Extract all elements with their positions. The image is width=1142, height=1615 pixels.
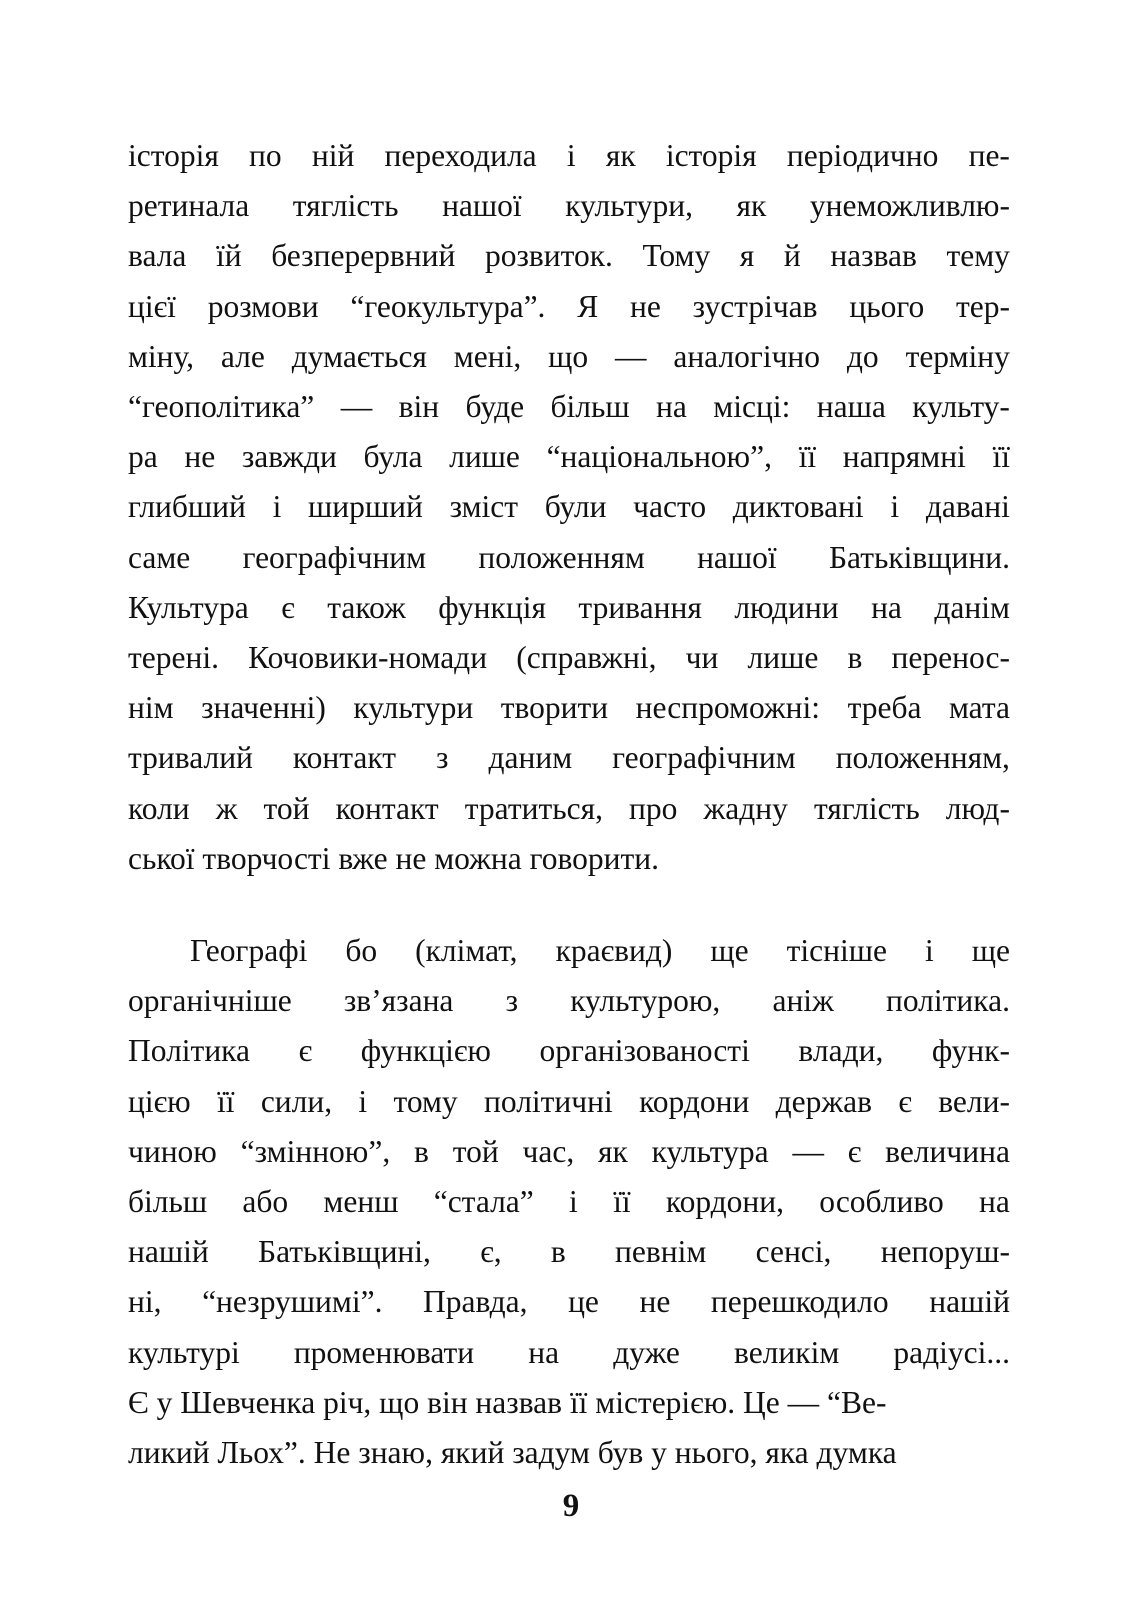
text-line: ликий Льох”. Не знаю, який задум був у нього, яка думка [128,1435,897,1471]
text-line: цією її сили, і тому політичні кордони держав є вели- [128,1083,1010,1119]
text-line: чиною “змінною”, в той час, як культура — є величина [128,1133,1010,1169]
text-line: коли ж той контакт тратиться, про жадну тяглість люд- [128,790,1010,826]
text-line: “геополітика” — він буде більш на місці: наша культу- [128,389,1010,425]
text-line: ра не завжди була лише “національною”, її напрямні її [128,439,1010,475]
text-line: Політика є функцією організованості влади, функ- [128,1033,1010,1069]
text-line: культурі променювати на дуже великім радіусі... [128,1334,1010,1370]
text-line: міну, але думається мені, що — аналогічно до терміну [128,338,1010,374]
text-line: ні, “незрушимі”. Правда, це не перешкодило нашій [128,1284,1010,1320]
page-number: 9 [562,1488,580,1524]
text-line: тривалий контакт з даним географічним положенням, [128,740,1010,776]
text-line: більш або менш “стала” і її кордони, особливо на [128,1184,1010,1220]
paragraph [128,926,1010,1478]
text-line: глибший і ширший зміст були часто диктовані і давані [128,489,1010,525]
text-line: вала їй безперервний розвиток. Тому я й назвав тему [128,238,1010,274]
paragraph [128,131,1010,884]
text-line: історія по ній переходила і як історія періодично пе- [128,138,1010,173]
text-line: ської творчості вже не можна говорити. [128,840,659,876]
text-line: Є у Шевченка річ, що він назвав її містерією. Це — “Ве- [128,1384,887,1420]
text-line: органічніше зв’язана з культурою, аніж політика. [128,983,1010,1019]
text-line: цієї розмови “геокультура”. Я не зустрічав цього тер- [128,288,1010,324]
body-text [128,131,1010,1478]
text-line: нашій Батьківщині, є, в певнім сенсі, непоруш- [128,1234,1010,1270]
text-line: Географі бо (клімат, краєвид) ще тісніше і ще [190,933,1010,969]
text-line: ретинала тяглість нашої культури, як унеможливлю- [128,188,1010,224]
text-line: терені. Кочовики-номади (справжні, чи лише в перенос- [128,640,1010,676]
text-line: нім значенні) культури творити неспроможні: треба мата [128,690,1010,726]
text-line: Культура є також функція тривання людини на данім [128,589,1010,625]
text-line: саме географічним положенням нашої Батьківщини. [128,539,1010,575]
